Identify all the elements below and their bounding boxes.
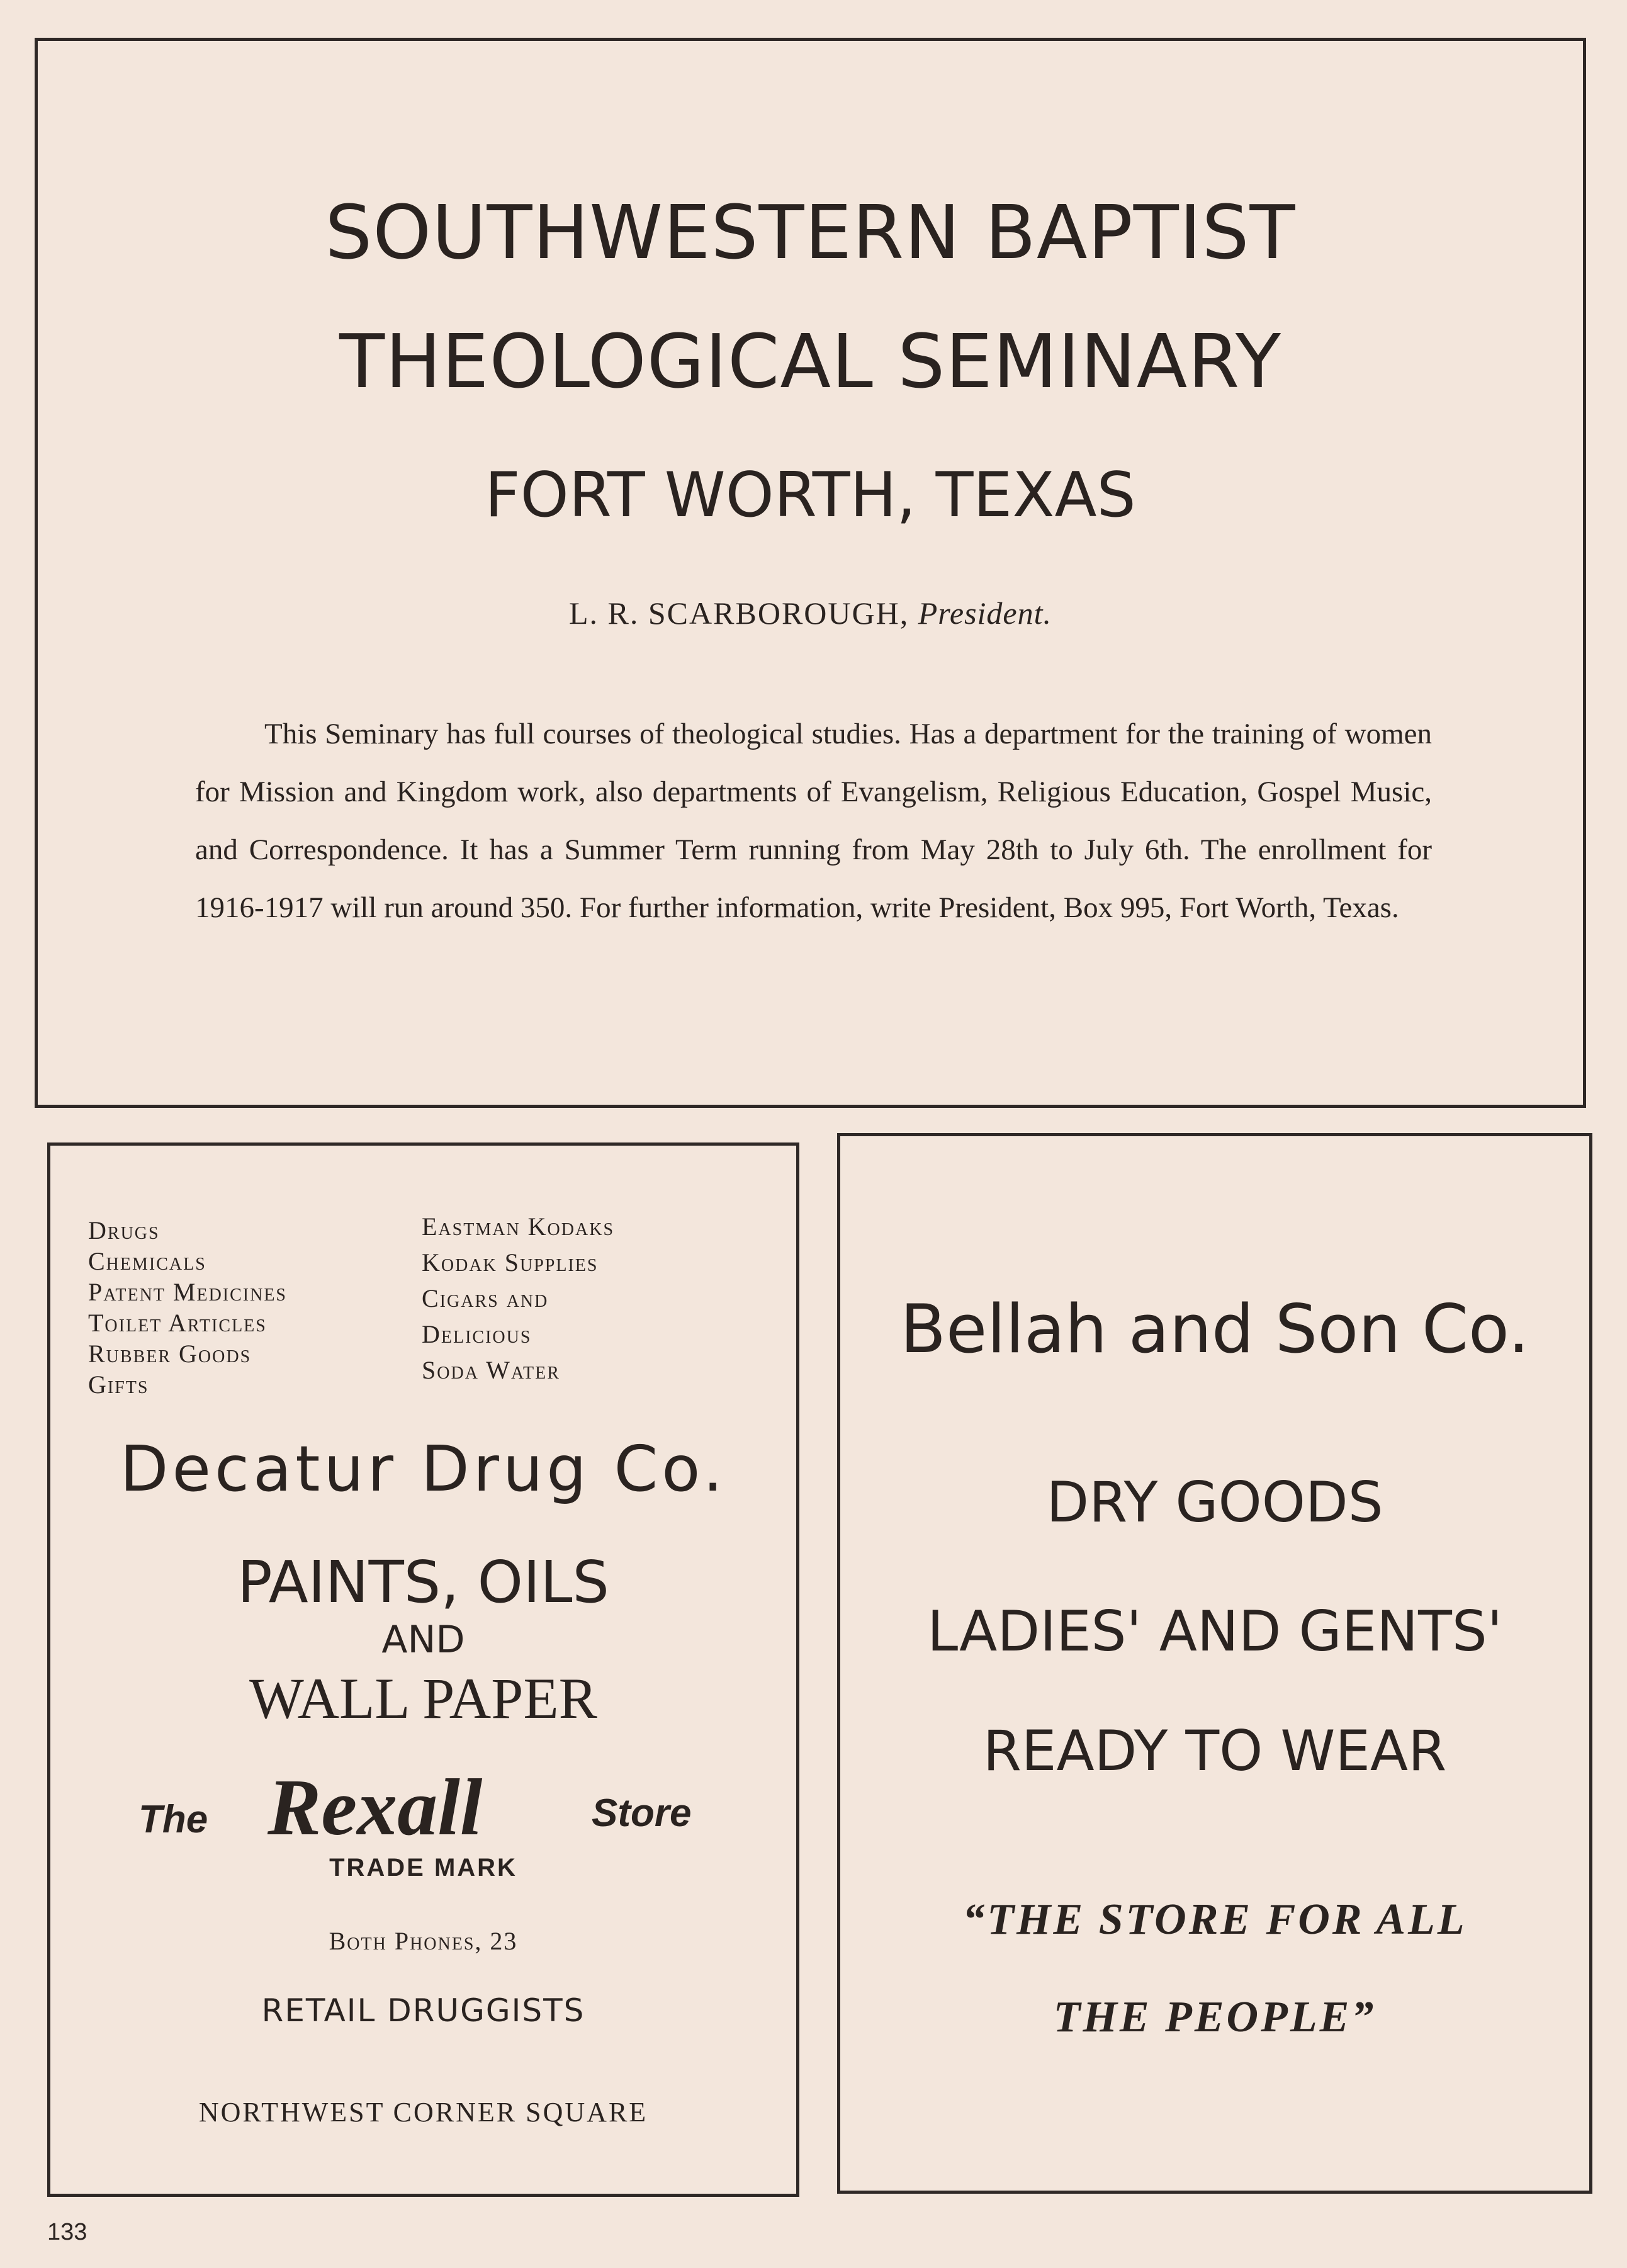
ready-to-wear: READY TO WEAR xyxy=(982,1718,1447,1783)
list-item: Patent Medicines xyxy=(88,1278,288,1306)
rexall-the: The xyxy=(138,1798,208,1841)
wall-paper: WALL PAPER xyxy=(249,1666,597,1730)
phones: Both Phones, 23 xyxy=(329,1927,518,1955)
left-product-list xyxy=(88,1215,287,1400)
list-item: Kodak Supplies xyxy=(422,1248,599,1277)
seminary-title-line1: SOUTHWESTERN BAPTIST xyxy=(325,189,1296,276)
dry-goods: DRY GOODS xyxy=(1046,1470,1383,1535)
and-word: AND xyxy=(381,1618,465,1662)
list-item: Chemicals xyxy=(88,1247,206,1275)
seminary-city: FORT WORTH, TEXAS xyxy=(485,460,1136,531)
location: NORTHWEST CORNER SQUARE xyxy=(198,2097,648,2128)
seminary-title-line2: THEOLOGICAL SEMINARY xyxy=(339,318,1281,405)
bellah-company-name: Bellah and Son Co. xyxy=(900,1290,1529,1368)
president-title: President. xyxy=(918,595,1052,631)
bellah-ad xyxy=(837,1133,1592,2194)
right-product-list xyxy=(422,1209,614,1388)
list-item: Eastman Kodaks xyxy=(422,1212,615,1241)
paints-oils: PAINTS, OILS xyxy=(237,1549,609,1616)
seminary-body-text: This Seminary has full courses of theological studies. Has a department for the training of women for Mission and Kingdom work, also departments of Evangelism, Religious Education, Gospel Music, and Correspondence. It has a Summer Term running from May 28th to July 6th. The enrollment for 1916-1917 will run around 350. For further information, write President, Box 995, Fort Worth, Texas. xyxy=(195,718,1432,924)
rexall-store: Store xyxy=(592,1791,692,1835)
list-item: Cigars and xyxy=(422,1284,549,1312)
list-item: Gifts xyxy=(88,1370,149,1399)
list-item: Rubber Goods xyxy=(88,1340,252,1368)
list-item: Toilet Articles xyxy=(88,1309,267,1337)
list-item: Soda Water xyxy=(422,1356,560,1384)
slogan-line2: THE PEOPLE” xyxy=(1053,1993,1376,2041)
seminary-president xyxy=(38,595,1583,631)
seminary-ad xyxy=(35,38,1586,1108)
retail-druggists: RETAIL DRUGGISTS xyxy=(261,1992,585,2029)
decatur-drug-ad xyxy=(47,1142,799,2197)
rexall-logo: Rexall xyxy=(267,1763,483,1852)
ladies-gents: LADIES' AND GENTS' xyxy=(927,1599,1502,1664)
list-item: Delicious xyxy=(422,1320,532,1348)
page-number: 133 xyxy=(47,2219,87,2245)
trade-mark: TRADE MARK xyxy=(329,1854,517,1882)
slogan-line1: “THE STORE FOR ALL xyxy=(962,1895,1467,1944)
seminary-description xyxy=(195,705,1432,937)
decatur-company-name: Decatur Drug Co. xyxy=(120,1432,727,1506)
president-name: L. R. SCARBOROUGH, xyxy=(568,595,909,631)
list-item: Drugs xyxy=(88,1216,160,1244)
